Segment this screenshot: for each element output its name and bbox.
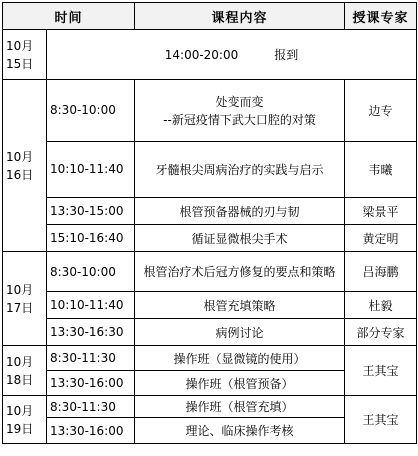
- course-schedule-table: [2, 2, 417, 444]
- header-row: [3, 3, 417, 30]
- content-line: 处变而变: [215, 94, 264, 109]
- time-cell: 8:30-10:00: [47, 80, 135, 142]
- expert-cell: 王其宝: [345, 346, 417, 396]
- content-cell: 操作班（显微镜的使用）: [135, 346, 345, 371]
- expert-cell: 王其宝: [345, 396, 417, 444]
- content-cell: 理论、临床操作考核: [135, 418, 345, 444]
- date-cell: 10月16日: [3, 80, 47, 252]
- header-time: 时间: [3, 3, 135, 30]
- expert-cell: 黄定明: [345, 225, 417, 252]
- table-row: [3, 30, 417, 80]
- table-row: [3, 292, 417, 319]
- table-row: [3, 319, 417, 346]
- table-row: [3, 142, 417, 198]
- time-cell: 8:30-11:30: [47, 396, 135, 418]
- content-cell: 根管治疗术后冠方修复的要点和策略: [135, 252, 345, 292]
- expert-cell: 吕海鹏: [345, 252, 417, 292]
- time-cell: 10:10-11:40: [47, 142, 135, 198]
- registration-cell: 14:00-20:00 报到: [47, 30, 417, 80]
- date-cell: 10月18日: [3, 346, 47, 396]
- content-cell: 操作班（根管预备）: [135, 371, 345, 396]
- time-cell: 15:10-16:40: [47, 225, 135, 252]
- expert-cell: 部分专家: [345, 319, 417, 346]
- content-cell: [135, 80, 345, 142]
- table-row: [3, 198, 417, 225]
- header-content: 课程内容: [135, 3, 345, 30]
- content-cell: 根管充填策略: [135, 292, 345, 319]
- date-cell: 10月17日: [3, 252, 47, 346]
- table-row: [3, 252, 417, 292]
- table-row: [3, 346, 417, 371]
- time-cell: 8:30-10:00: [47, 252, 135, 292]
- table-row: [3, 225, 417, 252]
- time-cell: 13:30-16:00: [47, 371, 135, 396]
- table-row: [3, 396, 417, 418]
- content-cell: 循证显微根尖手术: [135, 225, 345, 252]
- time-cell: 10:10-11:40: [47, 292, 135, 319]
- content-cell: 牙髓根尖周病治疗的实践与启示: [135, 142, 345, 198]
- expert-cell: 杜毅: [345, 292, 417, 319]
- content-cell: 病例讨论: [135, 319, 345, 346]
- time-cell: 13:30-16:30: [47, 319, 135, 346]
- content-cell: 操作班（根管充填）: [135, 396, 345, 418]
- time-cell: 13:30-16:00: [47, 418, 135, 444]
- date-cell: 10月19日: [3, 396, 47, 444]
- content-cell: 根管预备器械的刃与韧: [135, 198, 345, 225]
- content-line: --新冠疫情下武大口腔的对策: [163, 112, 316, 127]
- table-row: [3, 80, 417, 142]
- time-cell: 13:30-15:00: [47, 198, 135, 225]
- time-cell: 8:30-11:30: [47, 346, 135, 371]
- expert-cell: 韦曦: [345, 142, 417, 198]
- expert-cell: 梁景平: [345, 198, 417, 225]
- date-cell: 10月15日: [3, 30, 47, 80]
- header-expert: 授课专家: [345, 3, 417, 30]
- expert-cell: 边专: [345, 80, 417, 142]
